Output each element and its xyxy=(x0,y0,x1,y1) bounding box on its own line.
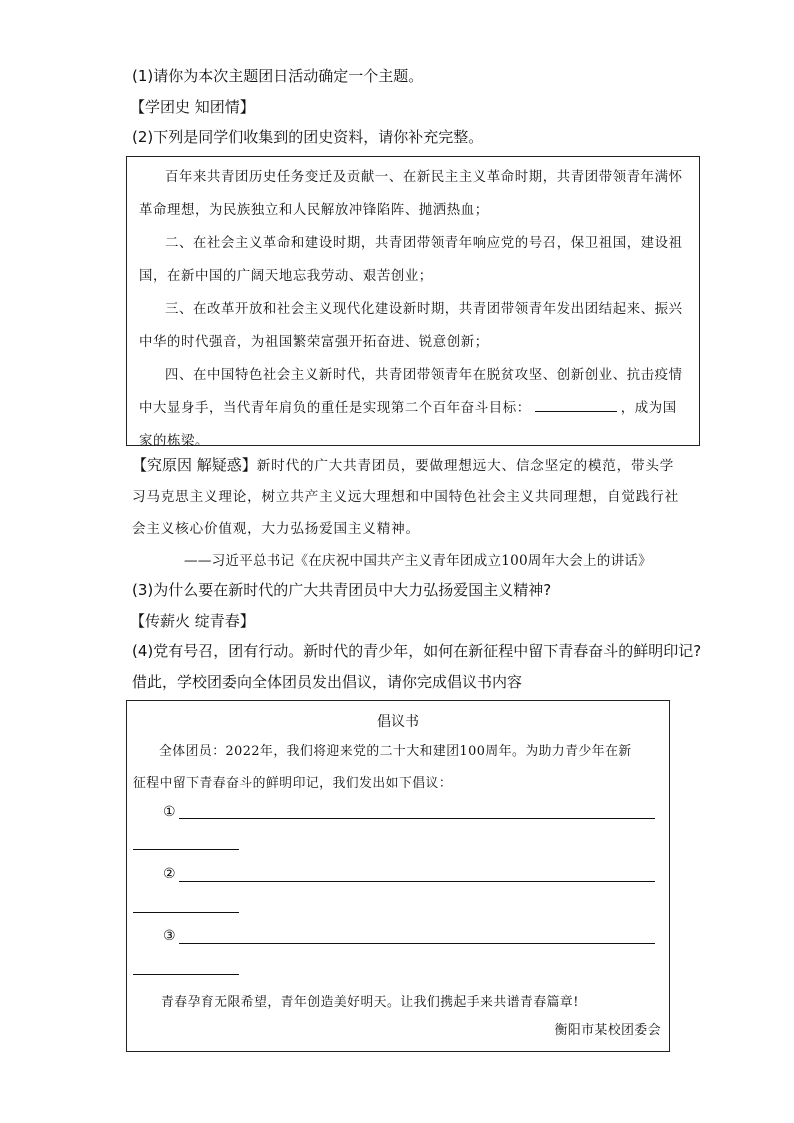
history-paragraph-2: 二、在社会主义革命和建设时期，共青团带领青年响应党的号召，保卫祖国，建设祖国，在新中国的广阔天地忘我劳动、艰苦创业； xyxy=(139,236,683,284)
item-number-3: ③ xyxy=(163,928,176,944)
proposal-intro-1: 全体团员：2022年，我们将迎来党的二十大和建团100周年。为助力青少年在新 xyxy=(159,744,632,759)
proposal-intro-2: 征程中留下青春奋斗的鲜明印记，我们发出如下倡议： xyxy=(133,776,453,791)
item-number-2: ② xyxy=(163,866,176,882)
answer-line-3b[interactable] xyxy=(133,974,239,975)
history-paragraph-1: 百年来共青团历史任务变迁及贡献一、在新民主主义革命时期，共青团带领青年满怀革命理想，为民族独立和人民解放冲锋陷阵、抛洒热血； xyxy=(139,170,683,218)
answer-line-2b[interactable] xyxy=(133,912,239,913)
history-paragraph-4-text: 四、在中国特色社会主义新时代，共青团带领青年在脱贫攻坚、创新创业、抗击疫情中大显身手，当代青年肩负的重任是实现第二个百年奋斗目标： xyxy=(139,368,683,416)
proposal-title: 倡议书 xyxy=(377,714,419,730)
proposal-box xyxy=(126,700,670,1052)
question-4-line-2: 借此，学校团委向全体团员发出倡议，请你完成倡议书内容 xyxy=(132,673,523,691)
history-box xyxy=(126,156,700,449)
section-heading-youth: 【传薪火 绽青春】 xyxy=(130,612,255,630)
answer-line-2a[interactable] xyxy=(179,881,655,882)
section-heading-history: 【学团史 知团情】 xyxy=(130,98,255,116)
quote-line-1 xyxy=(132,449,692,482)
item-number-1: ① xyxy=(163,804,176,820)
proposal-signature: 衡阳市某校团委会 xyxy=(554,1023,661,1038)
proposal-closing: 青春孕育无限希望，青年创造美好明天。让我们携起手来共谱青春篇章! xyxy=(161,995,579,1010)
history-paragraph-4-end: ，成为国家的栋梁。 xyxy=(139,401,677,449)
question-3: (3)为什么要在新时代的广大共青团员中大力弘扬爱国主义精神? xyxy=(132,581,552,599)
quote-source: ——习近平总书记《在庆祝中国共产主义青年团成立100周年大会上的讲话》 xyxy=(184,553,652,569)
question-1: (1)请你为本次主题团日活动确定一个主题。 xyxy=(132,67,424,85)
answer-line-1a[interactable] xyxy=(179,818,655,819)
quote-line-2: 习马克思主义理论，树立共产主义远大理想和中国特色社会主义共同理想，自觉践行社 xyxy=(132,489,679,505)
history-paragraph-4 xyxy=(139,359,687,458)
quote-line-3: 会主义核心价值观，大力弘扬爱国主义精神。 xyxy=(132,521,420,537)
quote-text-1: 新时代的广大共青团员，要做理想远大、信念坚定的模范，带头学 xyxy=(256,458,675,474)
answer-line-3a[interactable] xyxy=(179,943,655,944)
history-paragraph-3: 三、在改革开放和社会主义现代化建设新时期，共青团带领青年发出团结起来、振兴中华的时代强音，为祖国繁荣富强开拓奋进、锐意创新； xyxy=(139,302,683,350)
question-4-line-1: (4)党有号召，团有行动。新时代的青少年，如何在新征程中留下青春奋斗的鲜明印记? xyxy=(132,642,702,660)
question-2: (2)下列是同学们收集到的团史资料，请你补充完整。 xyxy=(132,128,484,146)
section-heading-reason: 【究原因 解疑惑】 xyxy=(132,456,257,474)
answer-line-1b[interactable] xyxy=(133,849,239,850)
answer-blank[interactable] xyxy=(535,399,617,412)
